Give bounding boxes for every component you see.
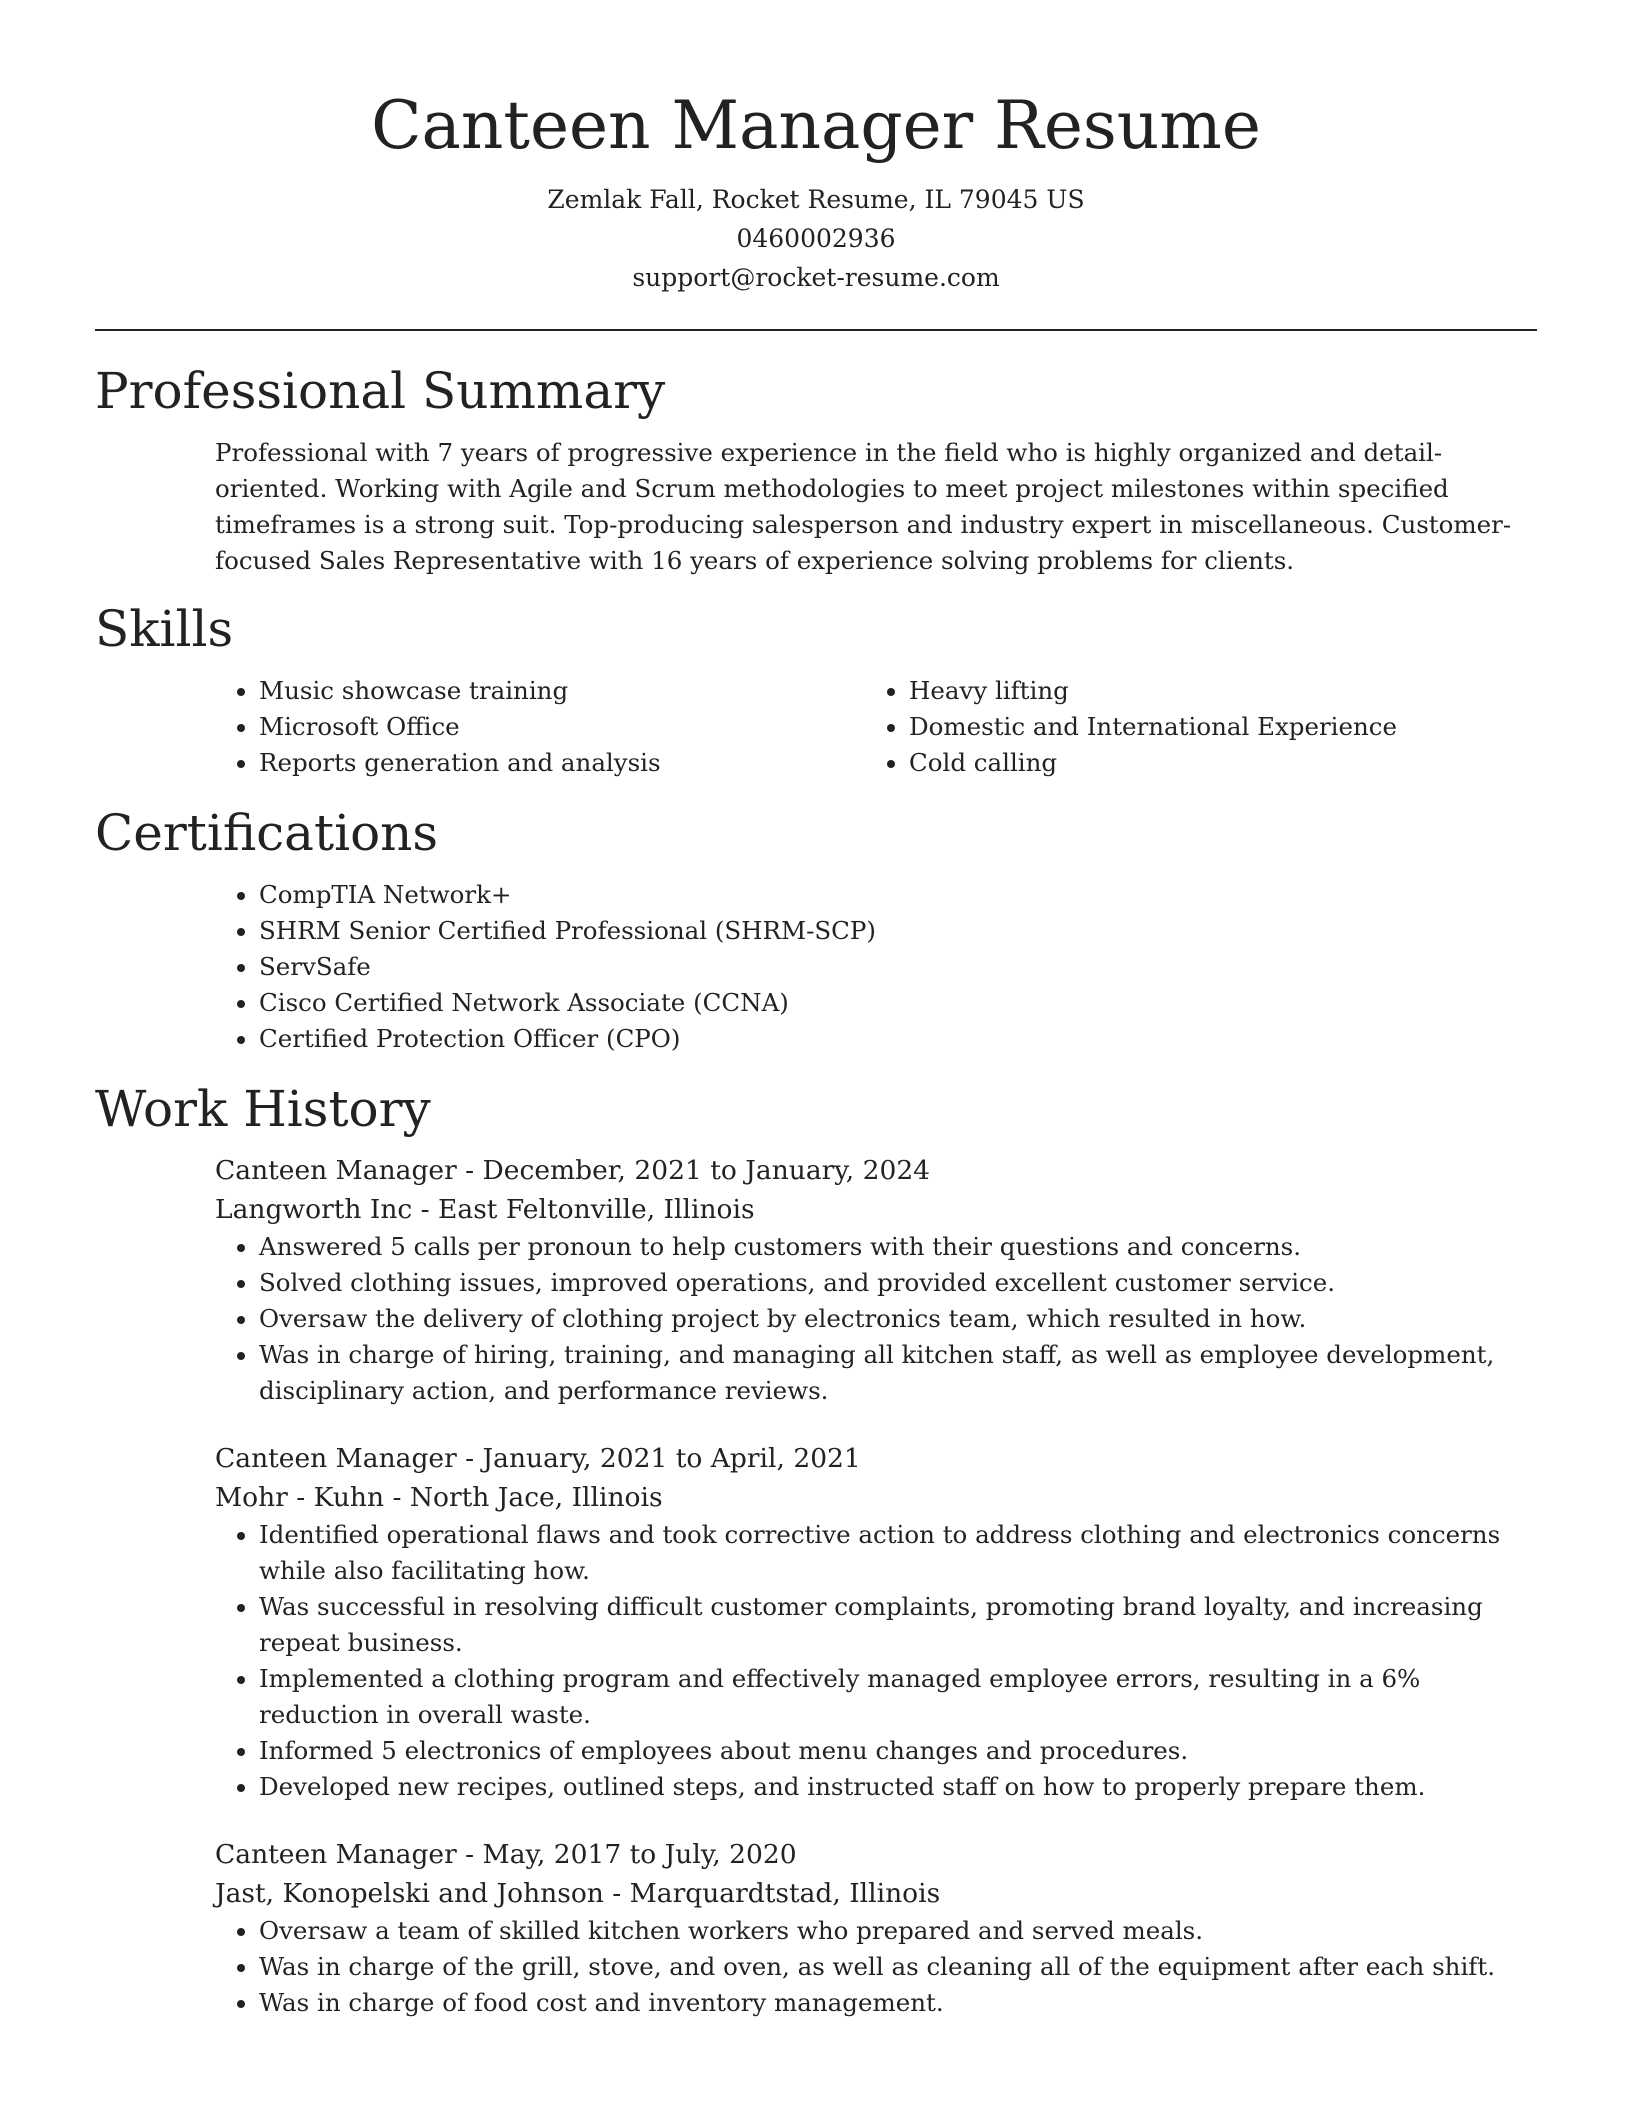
job-duty-item: • Was in charge of food cost and inventory management.: [259, 1985, 1537, 2021]
job-duty-item: • Oversaw a team of skilled kitchen workers who prepared and served meals.: [259, 1913, 1537, 1949]
job-duty-item: • Was in charge of hiring, training, and managing all kitchen staff, as well as employee development, disciplinary action, and performance reviews.: [259, 1337, 1537, 1409]
job-entry: [215, 1439, 1537, 1805]
job-duty-item: • Informed 5 electronics of employees about menu changes and procedures.: [259, 1733, 1537, 1769]
contact-email: support@rocket-resume.com: [632, 263, 1000, 292]
skills-column-left: [215, 673, 865, 781]
work-history-heading: Work History: [95, 1080, 431, 1138]
skills-grid: [215, 673, 1537, 781]
work-history-section: [95, 1079, 1537, 2021]
job-duty-item: • Solved clothing issues, improved operations, and provided excellent customer service.: [259, 1265, 1537, 1301]
job-company-line: Jast, Konopelski and Johnson - Marquardtstad, Illinois: [215, 1878, 941, 1909]
job-duty-item: • Was successful in resolving difficult customer complaints, promoting brand loyalty, and increasing repeat business.: [259, 1589, 1537, 1661]
certification-item: • ServSafe: [259, 949, 1537, 985]
contact-phone: 0460002936: [736, 224, 896, 253]
job-duties-list: [215, 1229, 1537, 1409]
job-duty-item: • Developed new recipes, outlined steps, and instructed staff on how to properly prepare them.: [259, 1769, 1537, 1805]
skill-item: • Domestic and International Experience: [909, 709, 1515, 745]
job-entry: [215, 1151, 1537, 1409]
certification-item: • CompTIA Network+: [259, 877, 1537, 913]
job-duty-item: • Implemented a clothing program and effectively managed employee errors, resulting in a 6% reduction in overall waste.: [259, 1661, 1537, 1733]
skill-item: • Heavy lifting: [909, 673, 1515, 709]
job-duty-item: • Was in charge of the grill, stove, and oven, as well as cleaning all of the equipment after each shift.: [259, 1949, 1537, 1985]
resume-title: Canteen Manager Resume: [371, 87, 1261, 164]
job-duty-item: • Identified operational flaws and took corrective action to address clothing and electronics concerns while also facilitating how.: [259, 1517, 1537, 1589]
skills-heading: Skills: [95, 600, 234, 658]
job-duties-list: [215, 1913, 1537, 2021]
contact-address: Zemlak Fall, Rocket Resume, IL 79045 US: [547, 185, 1085, 214]
job-duty-item: • Oversaw the delivery of clothing project by electronics team, which resulted in how.: [259, 1301, 1537, 1337]
header-divider: [95, 329, 1537, 331]
skill-item: • Cold calling: [909, 745, 1515, 781]
certifications-section: [95, 803, 1537, 1057]
resume-header: [95, 0, 1537, 297]
certifications-heading: Certifications: [95, 804, 439, 862]
skill-item: • Microsoft Office: [259, 709, 865, 745]
summary-text: Professional with 7 years of progressive experience in the field who is highly organized and detail-oriented. Working with Agile and Scrum methodologies to meet project milestones within specified timeframes is a strong suit. Top-producing salesperson and industry expert in miscellaneous. Customer-focused Sales Representative with 16 years of experience solving problems for clients.: [215, 438, 1512, 575]
job-entry: [215, 1835, 1537, 2021]
job-company-line: Langworth Inc - East Feltonville, Illinois: [215, 1194, 755, 1225]
skill-item: • Reports generation and analysis: [259, 745, 865, 781]
job-duty-item: • Answered 5 calls per pronoun to help customers with their questions and concerns.: [259, 1229, 1537, 1265]
summary-heading: Professional Summary: [95, 362, 666, 420]
certification-item: • SHRM Senior Certified Professional (SHRM-SCP): [259, 913, 1537, 949]
resume-page: [95, 0, 1537, 2021]
summary-section: [95, 361, 1537, 579]
certification-item: • Certified Protection Officer (CPO): [259, 1021, 1537, 1057]
job-duties-list: [215, 1517, 1537, 1805]
skills-column-right: [865, 673, 1515, 781]
job-title-line: Canteen Manager - December, 2021 to January, 2024: [215, 1155, 931, 1186]
skill-item: • Music showcase training: [259, 673, 865, 709]
certifications-list: [215, 877, 1537, 1057]
job-company-line: Mohr - Kuhn - North Jace, Illinois: [215, 1482, 663, 1513]
skills-section: [95, 599, 1537, 781]
certification-item: • Cisco Certified Network Associate (CCNA): [259, 985, 1537, 1021]
contact-info: [95, 180, 1537, 297]
job-title-line: Canteen Manager - January, 2021 to April, 2021: [215, 1443, 861, 1474]
job-title-line: Canteen Manager - May, 2017 to July, 2020: [215, 1839, 797, 1870]
